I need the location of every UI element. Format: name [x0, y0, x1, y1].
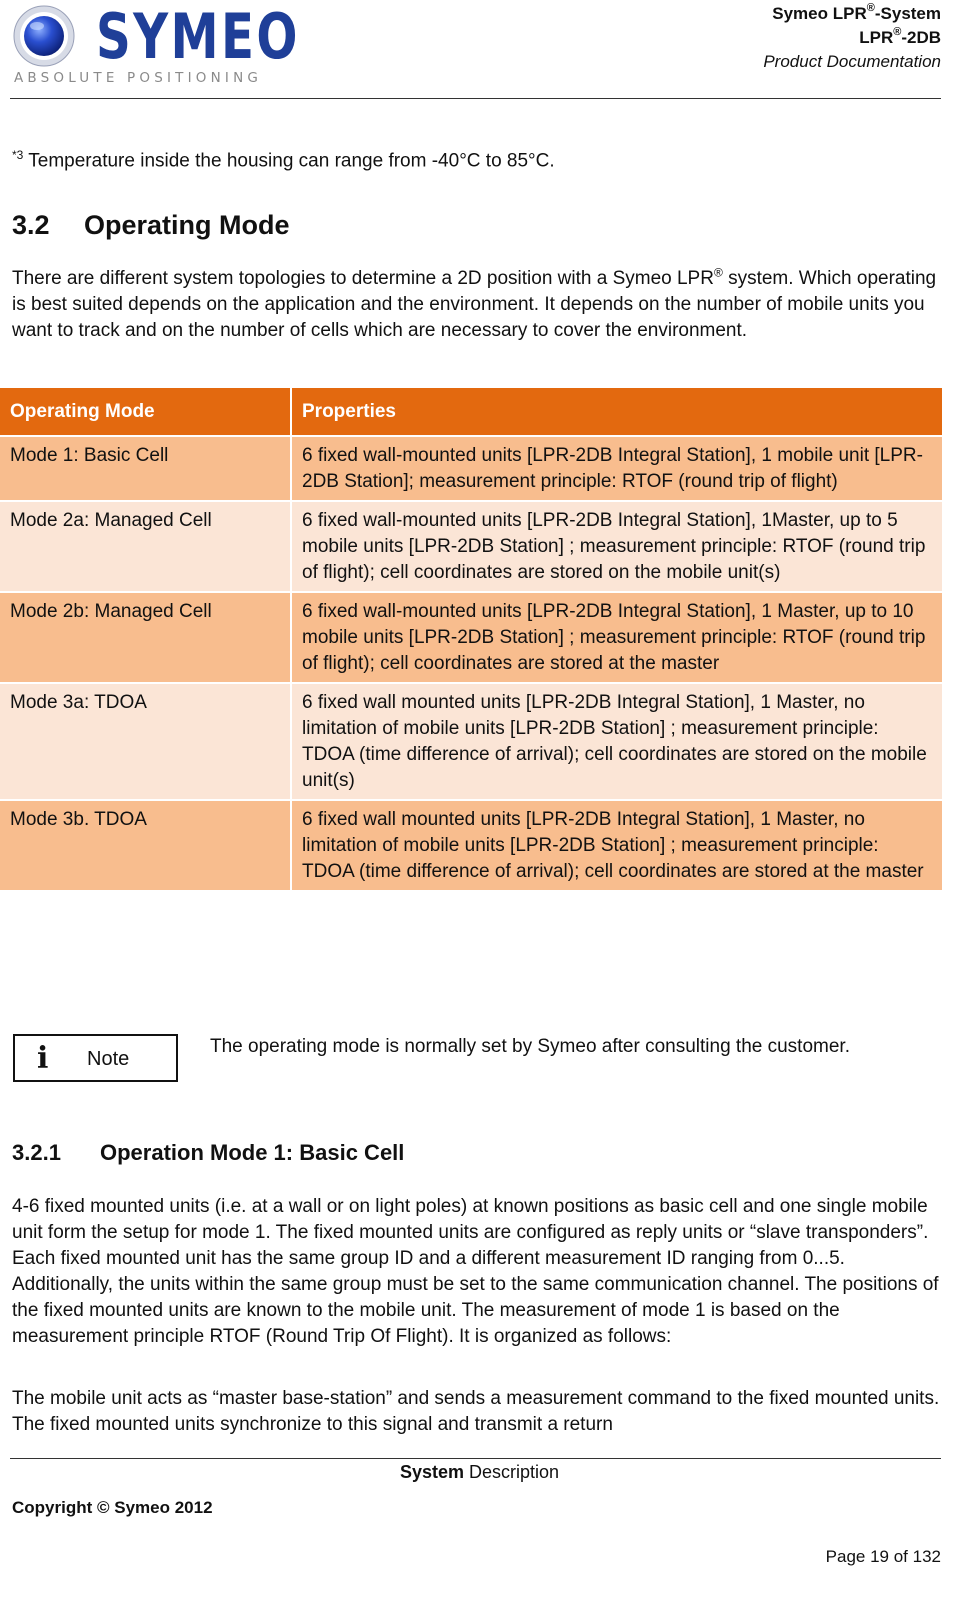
subsection-title: Operation Mode 1: Basic Cell: [100, 1140, 405, 1165]
symeo-logo-mark-icon: [12, 4, 76, 68]
page-number: Page 19 of 132: [825, 1547, 941, 1566]
symeo-logo: [12, 0, 300, 92]
subsection-heading: [12, 1140, 404, 1166]
body-paragraph: 4-6 fixed mounted units (i.e. at a wall or on light poles) at known positions as basic cell and one single mobile unit form the setup for mode 1. The fixed mounted units are configured as reply units or “slave transponders”. Each fixed mounted unit has the same group ID and a different measurement ID ranging from 0...5. Additionally, the units within the same group must be set to the same communication channel. The positions of the fixed mounted units are known to the mobile unit. The measurement of mode 1 is based on the measurement principle RTOF (Round Trip Of Flight). It is organized as follows:: [12, 1196, 939, 1347]
properties-cell: 6 fixed wall-mounted units [LPR-2DB Integral Station], 1 Master, up to 10 mobile units [LPR-2DB Station] ; measurement principle: RTOF (round trip of flight); cell coordinates are stored at the master: [291, 592, 942, 683]
section-heading: [12, 210, 290, 241]
mode-cell: Mode 3a: TDOA: [0, 683, 291, 800]
header-divider: [10, 98, 941, 99]
column-header-properties: Properties: [291, 388, 942, 436]
body-paragraph: The mobile unit acts as “master base-station” and sends a measurement command to the fixed mounted units. The fixed mounted units synchronize to this signal and transmit a return: [12, 1388, 940, 1435]
properties-cell: 6 fixed wall-mounted units [LPR-2DB Integral Station], 1Master, up to 5 mobile units [LPR-2DB Station] ; measurement principle: RTOF (round trip of flight); cell coordinates are stored on the mobile unit(s): [291, 501, 942, 592]
logo-tagline: ABSOLUTE POSITIONING: [14, 70, 263, 86]
temperature-footnote: $^{*3}$ Temperature inside the housing can range from -40°C to 85°C.: [12, 148, 555, 172]
section-intro-paragraph: There are different system topologies to determine a 2D position with a Symeo LPR® system. Which operating is best suited depends on the application and the environment. It depends on the number of mobile units you want to track and on the number of cells which are necessary to cover the environment.: [12, 265, 937, 341]
header-doc-type: Product Documentation: [763, 52, 941, 71]
properties-cell: 6 fixed wall mounted units [LPR-2DB Integral Station], 1 Master, no limitation of mobile units [LPR-2DB Station] ; measurement principle: TDOA (time difference of arrival); cell coordinates are stored at the master: [291, 800, 942, 891]
table-row: [0, 800, 942, 891]
note-callout-box: [13, 1034, 178, 1082]
mode-cell: Mode 2b: Managed Cell: [0, 592, 291, 683]
table-row: [0, 683, 942, 800]
logo-wordmark: SYMEO: [96, 0, 300, 73]
table-header-row: [0, 388, 942, 436]
footer-divider: [10, 1458, 941, 1459]
footer-doc-title: System Description: [399, 1462, 560, 1482]
copyright-notice: Copyright © Symeo 2012: [12, 1498, 213, 1517]
table-row: [0, 501, 942, 592]
mode-cell: Mode 3b. TDOA: [0, 800, 291, 891]
page-header: [0, 0, 959, 100]
properties-cell: 6 fixed wall-mounted units [LPR-2DB Integral Station], 1 mobile unit [LPR-2DB Station]; measurement principle: RTOF (round trip of flight): [291, 436, 942, 501]
table-row: [0, 436, 942, 501]
note-text: The operating mode is normally set by Symeo after consulting the customer.: [210, 1036, 850, 1057]
subsection-number: 3.2.1: [12, 1140, 61, 1165]
info-icon: i: [37, 1041, 49, 1076]
table-row: [0, 592, 942, 683]
operating-mode-table: [0, 388, 942, 892]
header-system-name: Symeo LPR®-System: [772, 2, 941, 23]
mode-cell: Mode 1: Basic Cell: [0, 436, 291, 501]
section-number: 3.2: [12, 210, 50, 240]
note-label: Note: [87, 1048, 130, 1070]
footnote-marker: *3: [12, 148, 24, 162]
header-product-name: LPR®-2DB: [859, 26, 941, 47]
properties-cell: 6 fixed wall mounted units [LPR-2DB Integral Station], 1 Master, no limitation of mobile units [LPR-2DB Station] ; measurement principle: TDOA (time difference of arrival); cell coordinates are stored on the mobile unit(s): [291, 683, 942, 800]
mode-cell: Mode 2a: Managed Cell: [0, 501, 291, 592]
column-header-operating-mode: Operating Mode: [0, 388, 291, 436]
header-product-info: [763, 2, 941, 74]
section-title: Operating Mode: [84, 210, 290, 240]
